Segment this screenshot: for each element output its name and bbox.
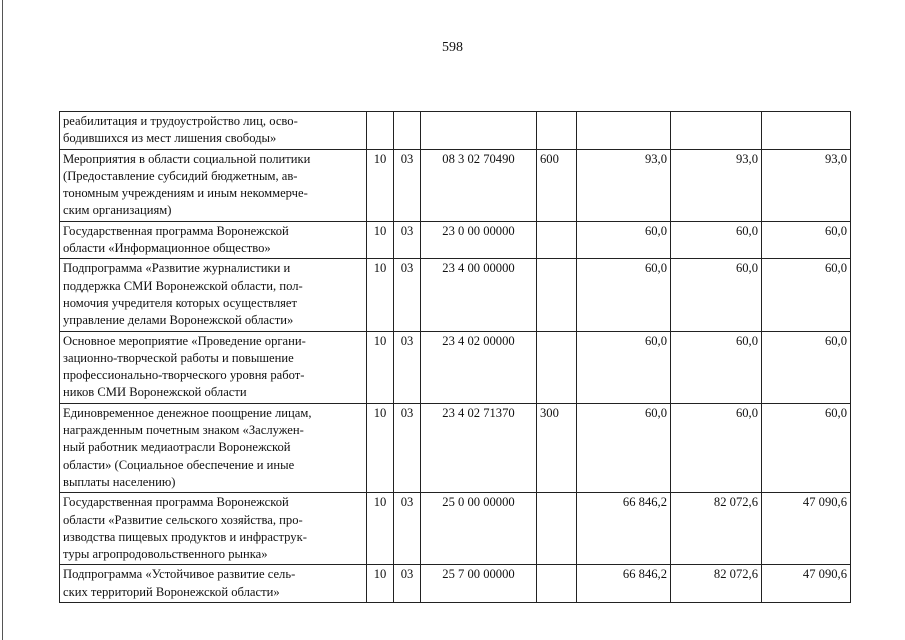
section-code-cell: 10 (367, 403, 394, 492)
item-name-line: Мероприятия в области социальной политики (63, 151, 311, 166)
table-row (60, 493, 851, 565)
section-code-cell: 10 (367, 331, 394, 403)
amount-year2-cell: 60,0 (671, 331, 762, 403)
amount-year2-cell: 82 072,6 (671, 493, 762, 565)
item-name-cell (60, 221, 367, 259)
target-article-cell: 25 0 00 00000 (421, 493, 537, 565)
table-row (60, 149, 851, 221)
item-name-line: Подпрограмма «Развитие журналистики и (63, 261, 291, 276)
expense-type-cell (537, 221, 577, 259)
target-article-cell: 08 3 02 70490 (421, 149, 537, 221)
item-name-line: области «Развитие сельского хозяйства, про- (63, 512, 303, 527)
amount-year2-cell: 93,0 (671, 149, 762, 221)
subsection-code-cell: 03 (394, 221, 421, 259)
expense-type-cell (537, 112, 577, 150)
section-code-cell (367, 112, 394, 150)
item-name-line: профессионально-творческого уровня работ- (63, 368, 305, 383)
amount-year1-cell: 93,0 (577, 149, 671, 221)
target-article-cell: 23 4 02 00000 (421, 331, 537, 403)
amount-year3-cell: 60,0 (762, 221, 851, 259)
section-code-cell: 10 (367, 149, 394, 221)
amount-year2-cell: 82 072,6 (671, 565, 762, 603)
item-name-line: ников СМИ Воронежской области (63, 385, 247, 400)
table-row (60, 565, 851, 603)
amount-year3-cell: 47 090,6 (762, 493, 851, 565)
amount-year3-cell: 47 090,6 (762, 565, 851, 603)
item-name-cell (60, 259, 367, 331)
item-name-line: поддержка СМИ Воронежской области, пол- (63, 278, 303, 293)
amount-year1-cell: 60,0 (577, 221, 671, 259)
amount-year1-cell: 60,0 (577, 331, 671, 403)
subsection-code-cell: 03 (394, 493, 421, 565)
amount-year1-cell: 60,0 (577, 403, 671, 492)
item-name-cell (60, 149, 367, 221)
target-article-cell (421, 112, 537, 150)
item-name-line: зационно-творческой работы и повышение (63, 350, 294, 365)
item-name-line: Единовременное денежное поощрение лицам, (63, 405, 312, 420)
item-name-line: номочия учредителя которых осуществляет (63, 295, 297, 310)
item-name-line: реабилитация и трудоустройство лиц, осво- (63, 114, 298, 128)
subsection-code-cell (394, 112, 421, 150)
table-row (60, 259, 851, 331)
expense-type-cell (537, 331, 577, 403)
expense-type-cell (537, 565, 577, 603)
page-edge-rule (2, 0, 3, 640)
amount-year3-cell: 60,0 (762, 331, 851, 403)
expense-type-cell: 300 (537, 403, 577, 492)
page-number: 598 (442, 40, 463, 55)
subsection-code-cell: 03 (394, 259, 421, 331)
target-article-cell: 23 0 00 00000 (421, 221, 537, 259)
table-row (60, 331, 851, 403)
budget-table (59, 111, 851, 603)
amount-year1-cell: 60,0 (577, 259, 671, 331)
target-article-cell: 23 4 02 71370 (421, 403, 537, 492)
item-name-line: изводства пищевых продуктов и инфраструк- (63, 529, 307, 544)
subsection-code-cell: 03 (394, 331, 421, 403)
item-name-line: тономным учреждениям и иным некоммерче- (63, 186, 308, 201)
target-article-cell: 23 4 00 00000 (421, 259, 537, 331)
item-name-cell (60, 112, 367, 150)
table-row (60, 221, 851, 259)
section-code-cell: 10 (367, 565, 394, 603)
item-name-line: Государственная программа Воронежской (63, 495, 289, 510)
item-name-line: Основное мероприятие «Проведение органи- (63, 333, 306, 348)
expense-type-cell: 600 (537, 149, 577, 221)
amount-year2-cell (671, 112, 762, 150)
item-name-line: Подпрограмма «Устойчивое развитие сель- (63, 567, 296, 582)
expense-type-cell (537, 259, 577, 331)
item-name-line: (Предоставление субсидий бюджетным, ав- (63, 168, 298, 183)
item-name-line: Государственная программа Воронежской (63, 223, 289, 238)
subsection-code-cell: 03 (394, 149, 421, 221)
item-name-line: области «Информационное общество» (63, 241, 271, 256)
item-name-line: ный работник медиаотрасли Воронежской (63, 440, 291, 455)
amount-year3-cell: 60,0 (762, 259, 851, 331)
item-name-line: ских территорий Воронежской области» (63, 584, 280, 599)
item-name-line: ским организациям) (63, 203, 172, 218)
item-name-cell (60, 565, 367, 603)
item-name-line: туры агропродовольственного рынка» (63, 547, 268, 562)
section-code-cell: 10 (367, 493, 394, 565)
amount-year2-cell: 60,0 (671, 259, 762, 331)
section-code-cell: 10 (367, 221, 394, 259)
item-name-cell (60, 331, 367, 403)
amount-year2-cell: 60,0 (671, 403, 762, 492)
item-name-line: области» (Социальное обеспечение и иные (63, 457, 295, 472)
table-row (60, 112, 851, 150)
table-row (60, 403, 851, 492)
amount-year1-cell (577, 112, 671, 150)
expense-type-cell (537, 493, 577, 565)
item-name-line: выплаты населению) (63, 474, 176, 489)
target-article-cell: 25 7 00 00000 (421, 565, 537, 603)
amount-year3-cell (762, 112, 851, 150)
item-name-line: награжденным почетным знаком «Заслужен- (63, 423, 304, 438)
subsection-code-cell: 03 (394, 403, 421, 492)
amount-year3-cell: 60,0 (762, 403, 851, 492)
amount-year1-cell: 66 846,2 (577, 565, 671, 603)
amount-year3-cell: 93,0 (762, 149, 851, 221)
item-name-cell (60, 403, 367, 492)
item-name-line: управление делами Воронежской области» (63, 313, 294, 328)
amount-year2-cell: 60,0 (671, 221, 762, 259)
section-code-cell: 10 (367, 259, 394, 331)
item-name-line: бодившихся из мест лишения свободы» (63, 131, 277, 146)
item-name-cell (60, 493, 367, 565)
amount-year1-cell: 66 846,2 (577, 493, 671, 565)
subsection-code-cell: 03 (394, 565, 421, 603)
